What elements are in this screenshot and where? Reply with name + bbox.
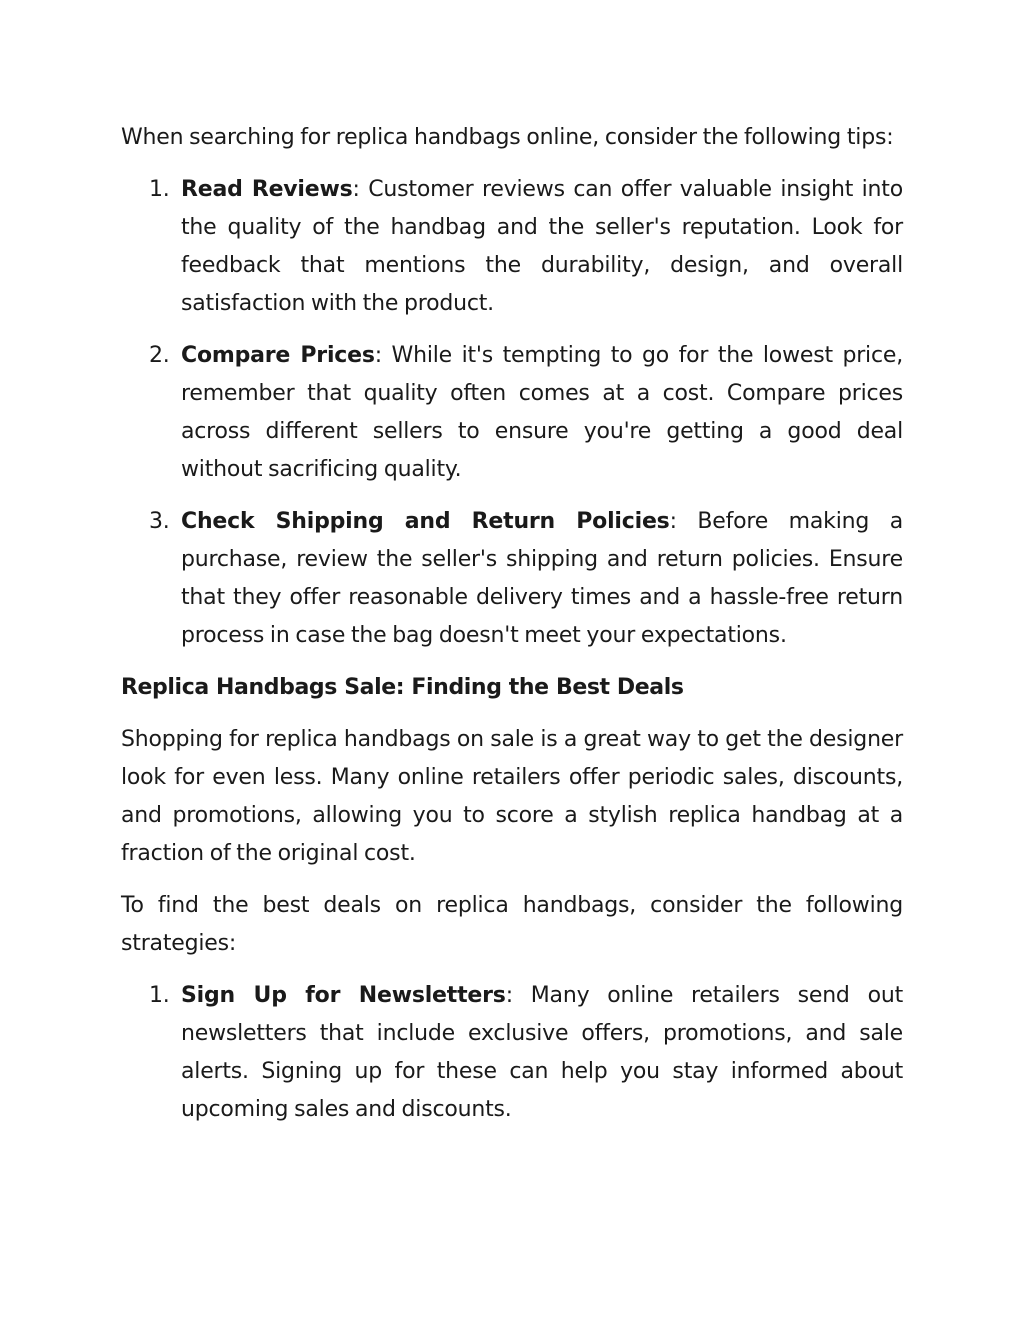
- list-item: [121, 337, 903, 489]
- list-item-term: Sign Up for Newsletters: [181, 983, 506, 1008]
- list-item-term: Check Shipping and Return Policies: [181, 509, 670, 534]
- section-heading: Replica Handbags Sale: Finding the Best Deals: [121, 675, 684, 700]
- document-page: [121, 119, 903, 1143]
- list-item-text: : Many online retailers send out newsletters that include exclusive offers, promotions, and sale alerts. Signing up for these can help you stay informed about upcoming sales and discounts.: [181, 983, 904, 1122]
- list-item: [121, 977, 903, 1129]
- list-item-text: : While it's tempting to go for the lowest price, remember that quality often comes at a cost. Compare prices across different sellers to ensure you're getting a good deal without sacrificing quality.: [181, 343, 903, 482]
- list-number: 1.: [149, 177, 170, 202]
- list-item-term: Compare Prices: [181, 343, 375, 368]
- sale-paragraph: Shopping for replica handbags on sale is a great way to get the designer look for even less. Many online retailers offer periodic sales, discounts, and promotions, allowing you to score a stylish replica handbag at a fraction of the original cost.: [121, 727, 903, 866]
- list-number: 2.: [149, 343, 170, 368]
- list-number: 1.: [149, 983, 170, 1008]
- list-item-text: : Before making a purchase, review the seller's shipping and return policies. Ensure that they offer reasonable delivery times and a hassle-free return process in case the bag doesn't meet your expectations.: [181, 509, 903, 648]
- tips-list: [121, 171, 903, 655]
- list-item-term: Read Reviews: [181, 177, 353, 202]
- list-item: [121, 171, 903, 323]
- intro-paragraph: When searching for replica handbags online, consider the following tips:: [121, 125, 894, 150]
- strategies-list: [121, 977, 903, 1129]
- list-number: 3.: [149, 509, 170, 534]
- list-item: [121, 503, 903, 655]
- strategies-intro-paragraph: To find the best deals on replica handbags, consider the following strategies:: [121, 893, 903, 956]
- list-item-text: : Customer reviews can offer valuable insight into the quality of the handbag and the seller's reputation. Look for feedback that mentions the durability, design, and overall satisfaction with the product.: [181, 177, 903, 316]
